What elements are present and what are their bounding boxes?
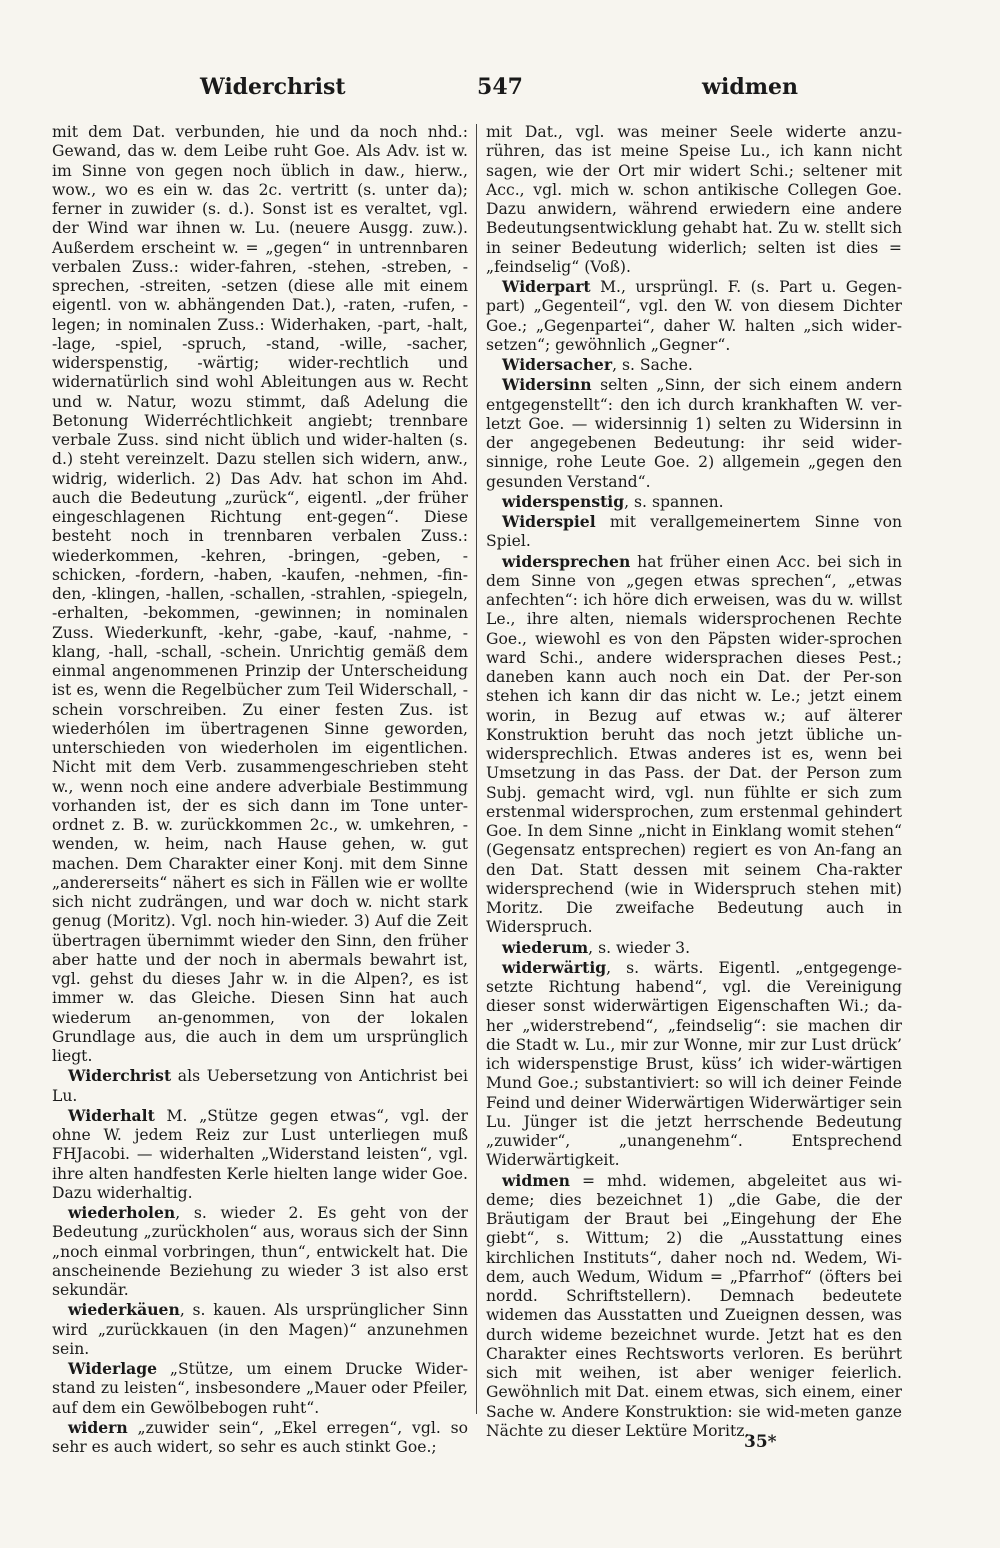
entry [486, 492, 902, 512]
headword: wiederholen [68, 1203, 176, 1222]
entry [486, 552, 902, 938]
headword: wiederum [502, 937, 589, 957]
entry [52, 1106, 468, 1203]
entry-text: , s. kauen. Als ursprünglicher Sinn wird „zurückkauen (in den Magen)“ anzunehmen sein. [52, 1301, 468, 1358]
entry-text: , s. wieder 3. [588, 938, 691, 957]
page-header [52, 70, 948, 104]
entry [486, 277, 902, 355]
headword: widerspenstig [502, 491, 625, 511]
entry-text: = mhd. widemen, abgeleitet aus wi-deme; dies bezeichnet 1) „die Gabe, die der Bräutigam der Braut bei „Eingehung der Ehe giebt“, s. Wittum; 2) die „Ausstattung eines kirchlichen Instituts“, daher noch nd. Wedem, Wi-dem, auch Wedum, Widum = „Pfarrhof“ (öfters bei nordd. Schriftstellern). Demnach bedeutete widemen das Ausstatten und Zueignen dessen, was durch wideme bezeichnet wurde. Jetzt hat es den Charakter eines Rechtsworts verloren. Es berührt sich mit weihen, ist aber weniger feierlich. Gewöhnlich mit Dat. einem etwas, sich einem, einer Sache w. Andere Konstruktion: sie wid-meten ganze Nächte zu dieser Lektüre Moritz. [486, 1171, 902, 1440]
entry-text: „Stütze, um einem Drucke Wider-stand zu leisten“, insbesondere „Mauer oder Pfeiler, auf dem ein Gewölbebogen ruht“. [52, 1360, 468, 1417]
headword: widmen [502, 1170, 571, 1190]
entry [52, 1418, 468, 1458]
entry [52, 122, 468, 1066]
entry [52, 1203, 468, 1300]
headword: widern [68, 1417, 128, 1437]
entry [486, 122, 902, 277]
headword: Widerpart [502, 277, 591, 296]
entry-text: „zuwider sein“, „Ekel erregen“, vgl. so sehr es auch widert, so sehr es auch stinkt Goe.; [52, 1418, 468, 1456]
running-head-right: widmen [702, 74, 798, 100]
entry-text: M., ursprüngl. F. (s. Part u. Gegen-part) „Gegenteil“, vgl. den W. von diesem Dichter Goe.; „Gegenpartei“, daher W. halten „sich wider-setzen“; gewöhnlich „Gegner“. [486, 278, 902, 354]
signature-mark: 35* [744, 1432, 777, 1452]
left-column [52, 122, 468, 1457]
headword: widersprechen [502, 551, 631, 571]
headword: widerwärtig [502, 957, 607, 977]
entry [486, 1171, 902, 1442]
headword: Widerchrist [68, 1066, 172, 1086]
entry [486, 958, 902, 1171]
headword: Widerspiel [502, 512, 596, 531]
column-divider [476, 124, 477, 1414]
entry-text: als Uebersetzung von Antichrist bei Lu. [52, 1067, 468, 1105]
entry [486, 938, 902, 958]
entry-text: , s. wärts. Eigentl. „entgegenge-setzte Richtung habend“, vgl. die Vereinigung dieser sonst widerwärtigen Eigenschaften Wi.; da-her „widerstrebend“, „feindselig“: sie machen dir die Stadt w. Lu., mir zur Wonne, mir zur Lust drück’ ich widerspenstige Brust, küss’ ich wider-wärtigen Mund Goe.; substantiviert: so will ich deiner Feinde Feind und deiner Widerwärtigen Widerwärtiger sein Lu. Jünger ist die jetzt herrschende Bedeutung „zuwider“, „unangenehm“. Entsprechend Widerwärtigkeit. [486, 958, 902, 1170]
headword: Widersinn [502, 375, 592, 395]
headword: Widerlage [68, 1359, 158, 1378]
entry [52, 1300, 468, 1359]
entry-text: , s. wieder 2. Es geht von der Bedeutung „zurückholen“ aus, woraus sich der Sinn „noch einmal vorbringen, thun“, entwickelt hat. Die anscheinende Beziehung zu wieder 3 ist also erst sekundär. [52, 1204, 468, 1299]
entry-text: selten „Sinn, der sich einem andern entgegenstellt“: den ich durch krankhaften W. ver-letzt Goe. — widersinnig 1) selten zu Widersinn in der angegebenen Bedeutung: ihr seid wider-sinnige, rohe Leute Goe. 2) allgemein „gegen den gesunden Verstand“. [486, 376, 902, 491]
entry-text: mit dem Dat. verbunden, hie und da noch nhd.: Gewand, das w. dem Leibe ruht Goe. Als Adv. ist w. im Sinne von gegen noch üblich in daw., hierw., wow., wo es ein w. das 2c. vertritt (s. unter da); ferner in zuwider (s. d.). Sonst ist es veraltet, vgl. der Wind war ihnen w. Lu. (neuere Ausgg. zuw.). Außerdem erscheint w. = „gegen“ in untrennbaren verbalen Zuss.: wider-fahren, -stehen, -streben, -sprechen, -streiten, -setzen (diese alle mit einem eigentl. von w. abhängenden Dat.), -raten, -rufen, -legen; in nominalen Zuss.: Widerhaken, -part, -halt, -lage, -spiel, -spruch, -stand, -wille, -sacher, widerspenstig, -wärtig; wider-rechtlich und widernatürlich sind wohl Ableitungen aus w. Recht und w. Natur, wozu stimmt, daß Adelung die Betonung Widerréchtlichkeit angiebt; trennbare verbale Zuss. sind nicht üblich und wider-halten (s. d.) steht vereinzelt. Dazu stellen sich widern, anw., widrig, widerlich. 2) Das Adv. hat schon im Ahd. auch die Bedeutung „zurück“, eigentl. „der früher eingeschlagenen Richtung ent-gegen“. Diese besteht noch in trennbaren verbalen Zuss.: wiederkommen, -kehren, -bringen, -geben, -schicken, -fordern, -haben, -kaufen, -nehmen, -fin-den, -klingen, -hallen, -schallen, -strahlen, -spiegeln, -erhalten, -bekommen, -gewinnen; in nominalen Zuss. Wiederkunft, -kehr, -gabe, -kauf, -nahme, -klang, -hall, -schall, -schein. Unrichtig gemäß dem einmal angenommenen Prinzip der Unterscheidung ist es, wenn die Regelbücher zum Teil Widerschall, -schein vorschreiben. Zu einer festen Zus. ist wiederhólen im übertragenen Sinne geworden, unterschieden von wiederholen im eigentlichen. Nicht mit dem Verb. zusammengeschrieben steht w., wenn noch eine andere adverbiale Bestimmung vorhanden ist, der es sich dann im Tone unter-ordnet z. B. w. zurückkommen 2c., w. umkehren, -wenden, w. heim, nach Hause gehen, w. gut machen. Dem Charakter einer Konj. mit dem Sinne „andererseits“ nähert es sich in Fällen wie er wollte sich nicht zudrängen, und war doch w. nicht stark genug (Moritz). Vgl. noch hin-wieder. 3) Auf die Zeit übertragen übernimmt wieder den Sinn, den früher aber hatte und der noch in abermals bewahrt ist, vgl. gehst du dieses Jahr w. in die Alpen?, es ist immer w. das Gleiche. Diesen Sinn hat auch wiederum an-genommen, von der lokalen Grundlage aus, die auch in dem um ursprünglich liegt. [52, 123, 468, 1065]
entry-text: M. „Stütze gegen etwas“, vgl. der ohne W. jedem Reiz zur Lust unterliegen muß FHJacobi. — widerhalten „Widerstand leisten“, vgl. ihre alten handfesten Kerle hielten lange wider Goe. Dazu widerhaltig. [52, 1106, 468, 1202]
entry [52, 1066, 468, 1106]
entry [486, 355, 902, 375]
entry-text: , s. Sache. [612, 356, 693, 374]
entry-text: mit verallgemeinertem Sinne von Spiel. [486, 513, 902, 551]
entry [486, 375, 902, 492]
page-number: 547 [477, 74, 523, 100]
headword: Widersacher [502, 355, 613, 374]
entry-text: hat früher einen Acc. bei sich in dem Sinne von „gegen etwas sprechen“, „etwas anfechten“: ich höre dich erweisen, was du w. willst Le., ihre alten, niemals widersprochenen Rechte Goe., wiewohl es von den Päpsten wider-sprochen ward Schi., andere widersprachen dieses Pest.; daneben kann auch noch ein Dat. der Per-son stehen ich kann dir das nicht w. Le.; jetzt einem worin, in Bezug auf etwas w.; auf älterer Konstruktion beruht das noch jetzt übliche un-widersprechlich. Etwas anderes ist es, wenn bei Umsetzung in das Pass. der Dat. der Person zum Subj. gemacht wird, vgl. nun fühlte er sich zum erstenmal widersprochen, zum erstenmal gehindert Goe. In dem Sinne „nicht in Einklang womit stehen“ (Gegensatz entsprechen) regiert es von An-fang an den Dat. Statt dessen mit seinem Cha-rakter widersprechend (wie in Widerspruch stehen mit) Moritz. Die zweifache Bedeutung auch in Widerspruch. [486, 552, 902, 937]
entry-text: , s. spannen. [624, 492, 724, 511]
entry [52, 1359, 468, 1418]
headword: wiederkäuen [68, 1300, 180, 1320]
running-head-left: Widerchrist [200, 74, 346, 100]
entry [486, 512, 902, 552]
entry-text: mit Dat., vgl. was meiner Seele widerte anzu-rühren, das ist meine Speise Lu., ich kann nicht sagen, wie der Ort mir widert Schi.; seltener mit Acc., vgl. mich w. schon antikische Collegen Goe. Dazu anwidern, während erwiedern eine andere Bedeutungsentwicklung gehabt hat. Zu w. stellt sich in seiner Bedeutung widerlich; selten ist dies = „feindselig“ (Voß). [486, 123, 902, 276]
right-column [486, 122, 902, 1441]
headword: Widerhalt [68, 1105, 155, 1125]
